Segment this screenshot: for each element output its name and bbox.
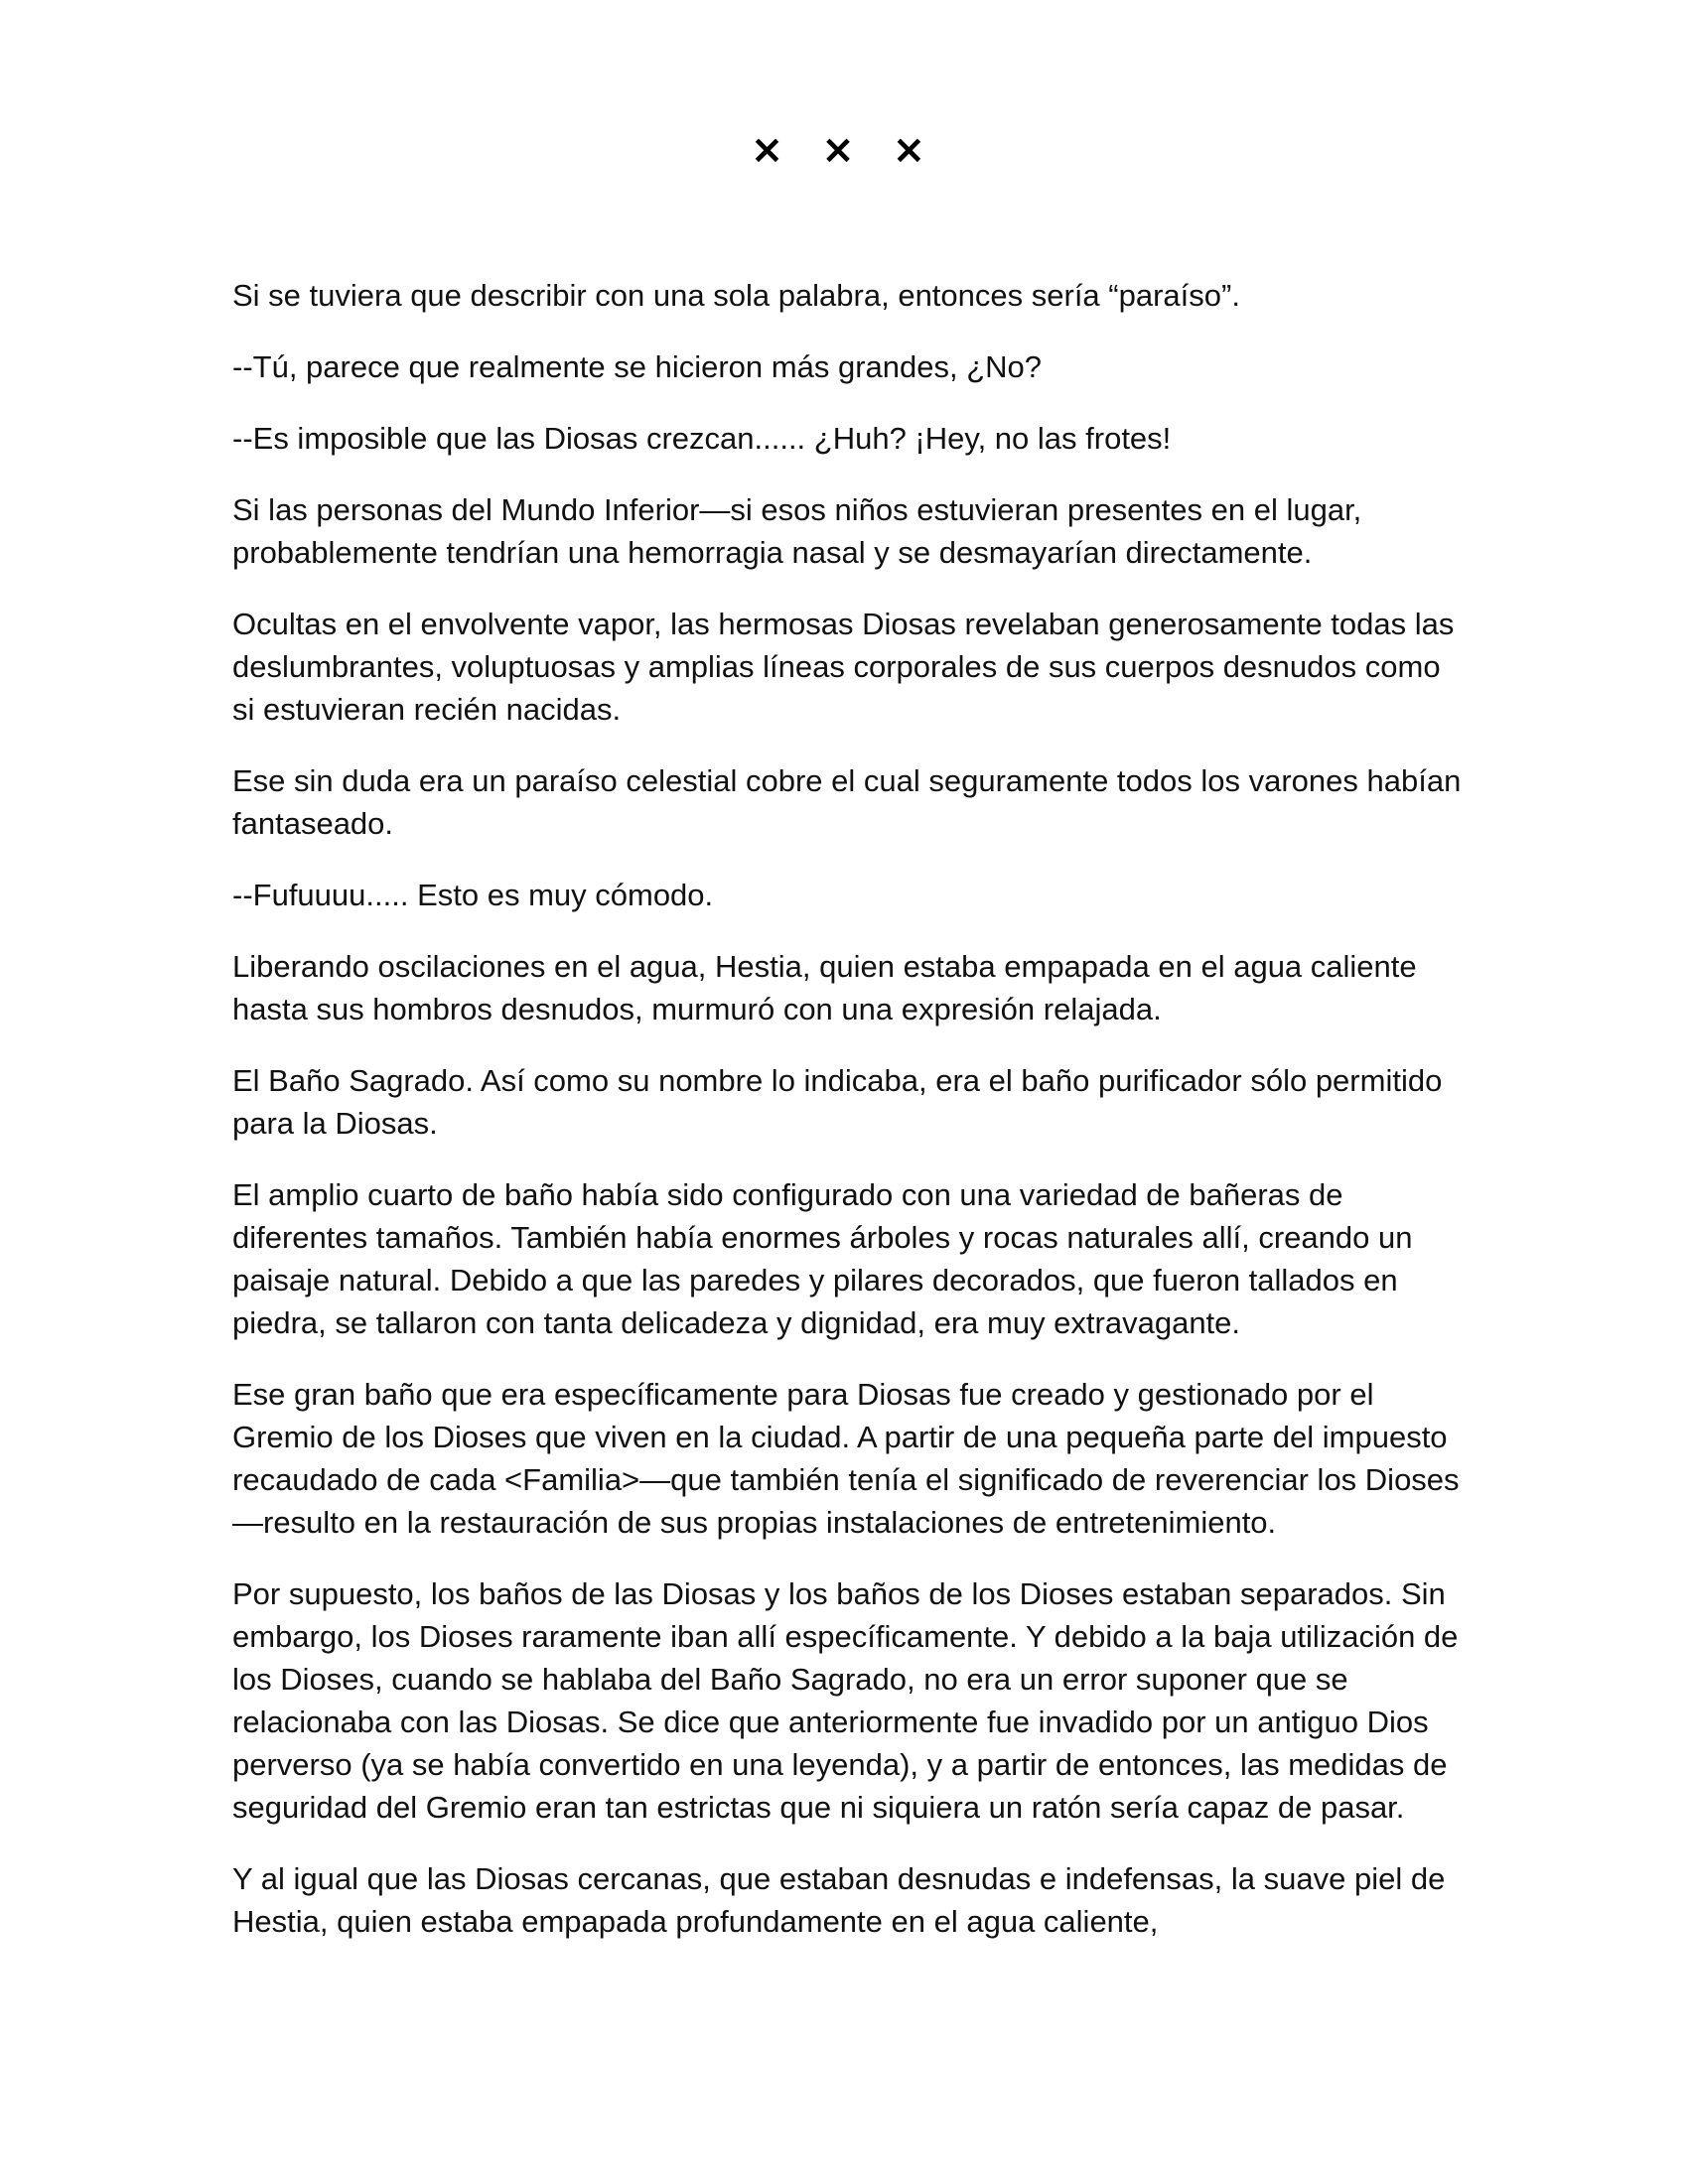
scene-separator: × × × (750, 127, 938, 173)
paragraph: El Baño Sagrado. Así como su nombre lo indicaba, era el baño purificador sólo permitido para la Diosas. (232, 1063, 1443, 1141)
paragraph: Si las personas del Mundo Inferior—si esos niños estuvieran presentes en el lugar, probablemente tendrían una hemorragia nasal y se desmayarían directamente. (232, 492, 1362, 570)
paragraph: --Es imposible que las Diosas crezcan...... ¿Huh? ¡Hey, no las frotes! (232, 421, 1172, 456)
paragraph: Ese gran baño que era específicamente para Diosas fue creado y gestionado por el Gremio de los Dioses que viven en la ciudad. A partir de una pequeña parte del impuesto recaudado de cada <Familia>—que también tenía el significado de reverenciar los Dioses—resulto en la restauración de sus propias instalaciones de entretenimiento. (232, 1377, 1460, 1540)
paragraph: Si se tuviera que describir con una sola palabra, entonces sería “paraíso”. (232, 278, 1240, 313)
paragraph: --Tú, parece que realmente se hicieron más grandes, ¿No? (232, 349, 1043, 384)
paragraph: Ocultas en el envolvente vapor, las hermosas Diosas revelaban generosamente todas las deslumbrantes, voluptuosas y amplias líneas corporales de sus cuerpos desnudos como si estuvieran recién nacidas. (232, 607, 1455, 727)
paragraph: Y al igual que las Diosas cercanas, que estaban desnudas e indefensas, la suave piel de Hestia, quien estaba empapada profundamente en el agua caliente, (232, 1861, 1446, 1939)
body-text (232, 274, 1464, 1972)
paragraph: Por supuesto, los baños de las Diosas y los baños de los Dioses estaban separados. Sin embargo, los Dioses raramente iban allí específicamente. Y debido a la baja utilización de los Dioses, cuando se hablaba del Baño Sagrado, no era un error suponer que se relacionaba con las Diosas. Se dice que anteriormente fue invadido por un antiguo Dios perverso (ya se había convertido en una leyenda), y a partir de entonces, las medidas de seguridad del Gremio eran tan estrictas que ni siquiera un ratón sería capaz de pasar. (232, 1576, 1459, 1825)
paragraph: Liberando oscilaciones en el agua, Hestia, quien estaba empapada en el agua caliente hasta sus hombros desnudos, murmuró con una expresión relajada. (232, 949, 1417, 1026)
paragraph: El amplio cuarto de baño había sido configurado con una variedad de bañeras de diferentes tamaños. También había enormes árboles y rocas naturales allí, creando un paisaje natural. Debido a que las paredes y pilares decorados, que fueron tallados en piedra, se tallaron con tanta delicadeza y dignidad, era muy extravagante. (232, 1177, 1413, 1340)
paragraph: --Fufuuuu..... Esto es muy cómodo. (232, 878, 714, 912)
paragraph: Ese sin duda era un paraíso celestial cobre el cual seguramente todos los varones habían fantaseado. (232, 763, 1462, 841)
